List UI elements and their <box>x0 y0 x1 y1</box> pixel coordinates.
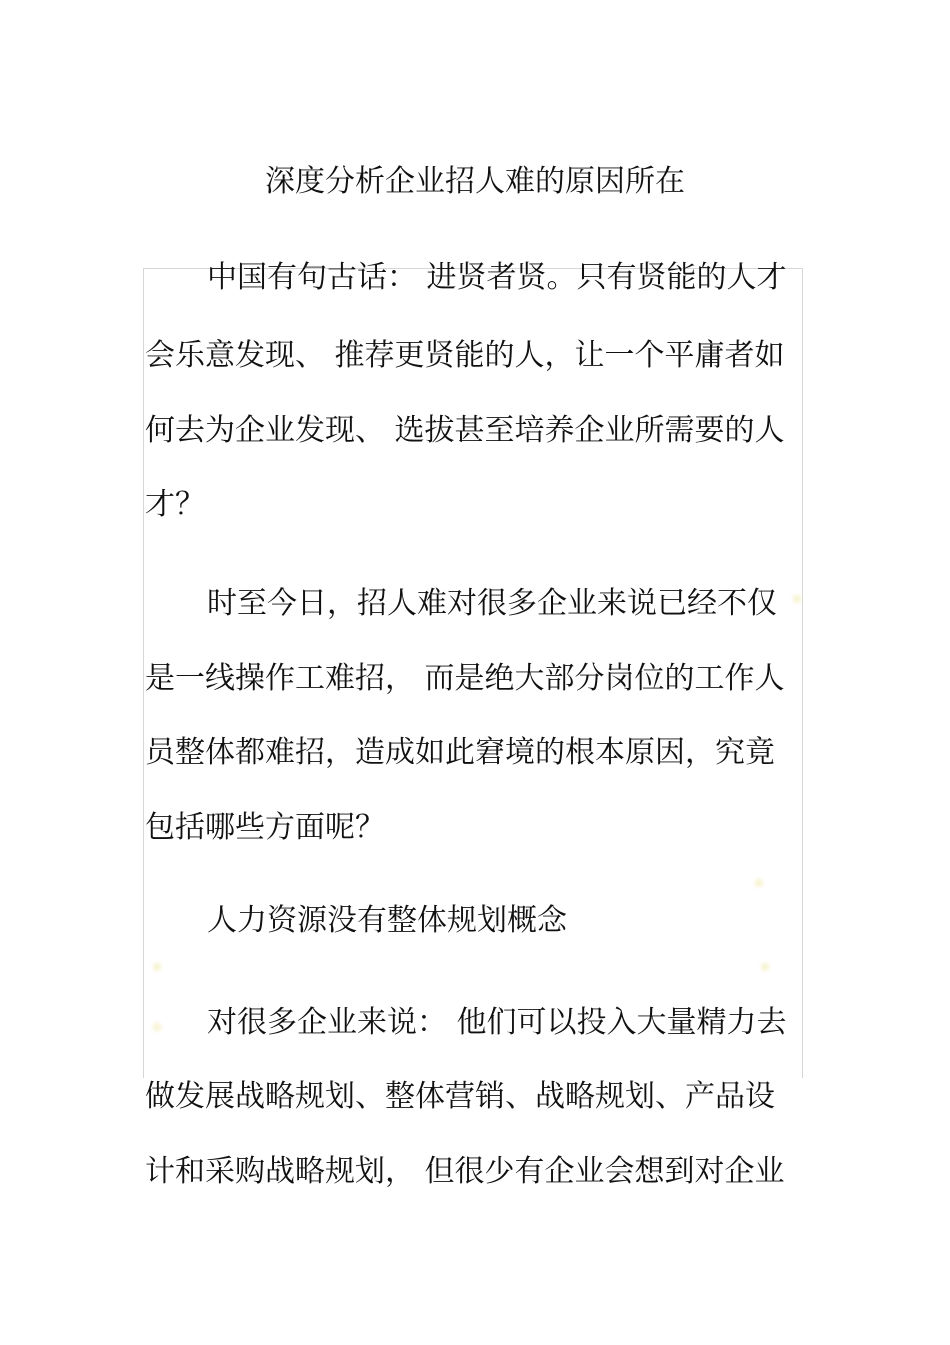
paragraph-2-line-3: 员整体都难招，造成如此窘境的根本原因，究竟 <box>145 735 775 770</box>
section-heading: 人力资源没有整体规划概念 <box>207 903 567 938</box>
background-speck <box>150 960 164 974</box>
paragraph-1-line-2: 会乐意发现、 推荐更贤能的人，让一个平庸者如 <box>145 338 785 373</box>
background-speck <box>752 876 766 890</box>
background-speck <box>758 960 772 974</box>
paragraph-2-line-4: 包括哪些方面呢？ <box>145 810 385 845</box>
paragraph-2-line-2: 是一线操作工难招， 而是绝大部分岗位的工作人 <box>145 661 785 696</box>
paragraph-4-line-2: 做发展战略规划、整体营销、战略规划、产品设 <box>145 1079 775 1114</box>
paragraph-1-line-4: 才？ <box>145 487 205 522</box>
page-title: 深度分析企业招人难的原因所在 <box>265 164 685 199</box>
frame-right-border <box>802 268 803 1078</box>
paragraph-4-line-3: 计和采购战略规划， 但很少有企业会想到对企业 <box>145 1154 785 1189</box>
frame-left-border <box>143 268 144 1078</box>
paragraph-1-line-3: 何去为企业发现、 选拔甚至培养企业所需要的人 <box>145 413 785 448</box>
paragraph-2-line-1: 时至今日，招人难对很多企业来说已经不仅 <box>207 586 777 621</box>
paragraph-1-line-1: 中国有句古话： 进贤者贤。只有贤能的人才 <box>207 260 787 295</box>
paragraph-4-line-1: 对很多企业来说： 他们可以投入大量精力去 <box>207 1005 787 1040</box>
